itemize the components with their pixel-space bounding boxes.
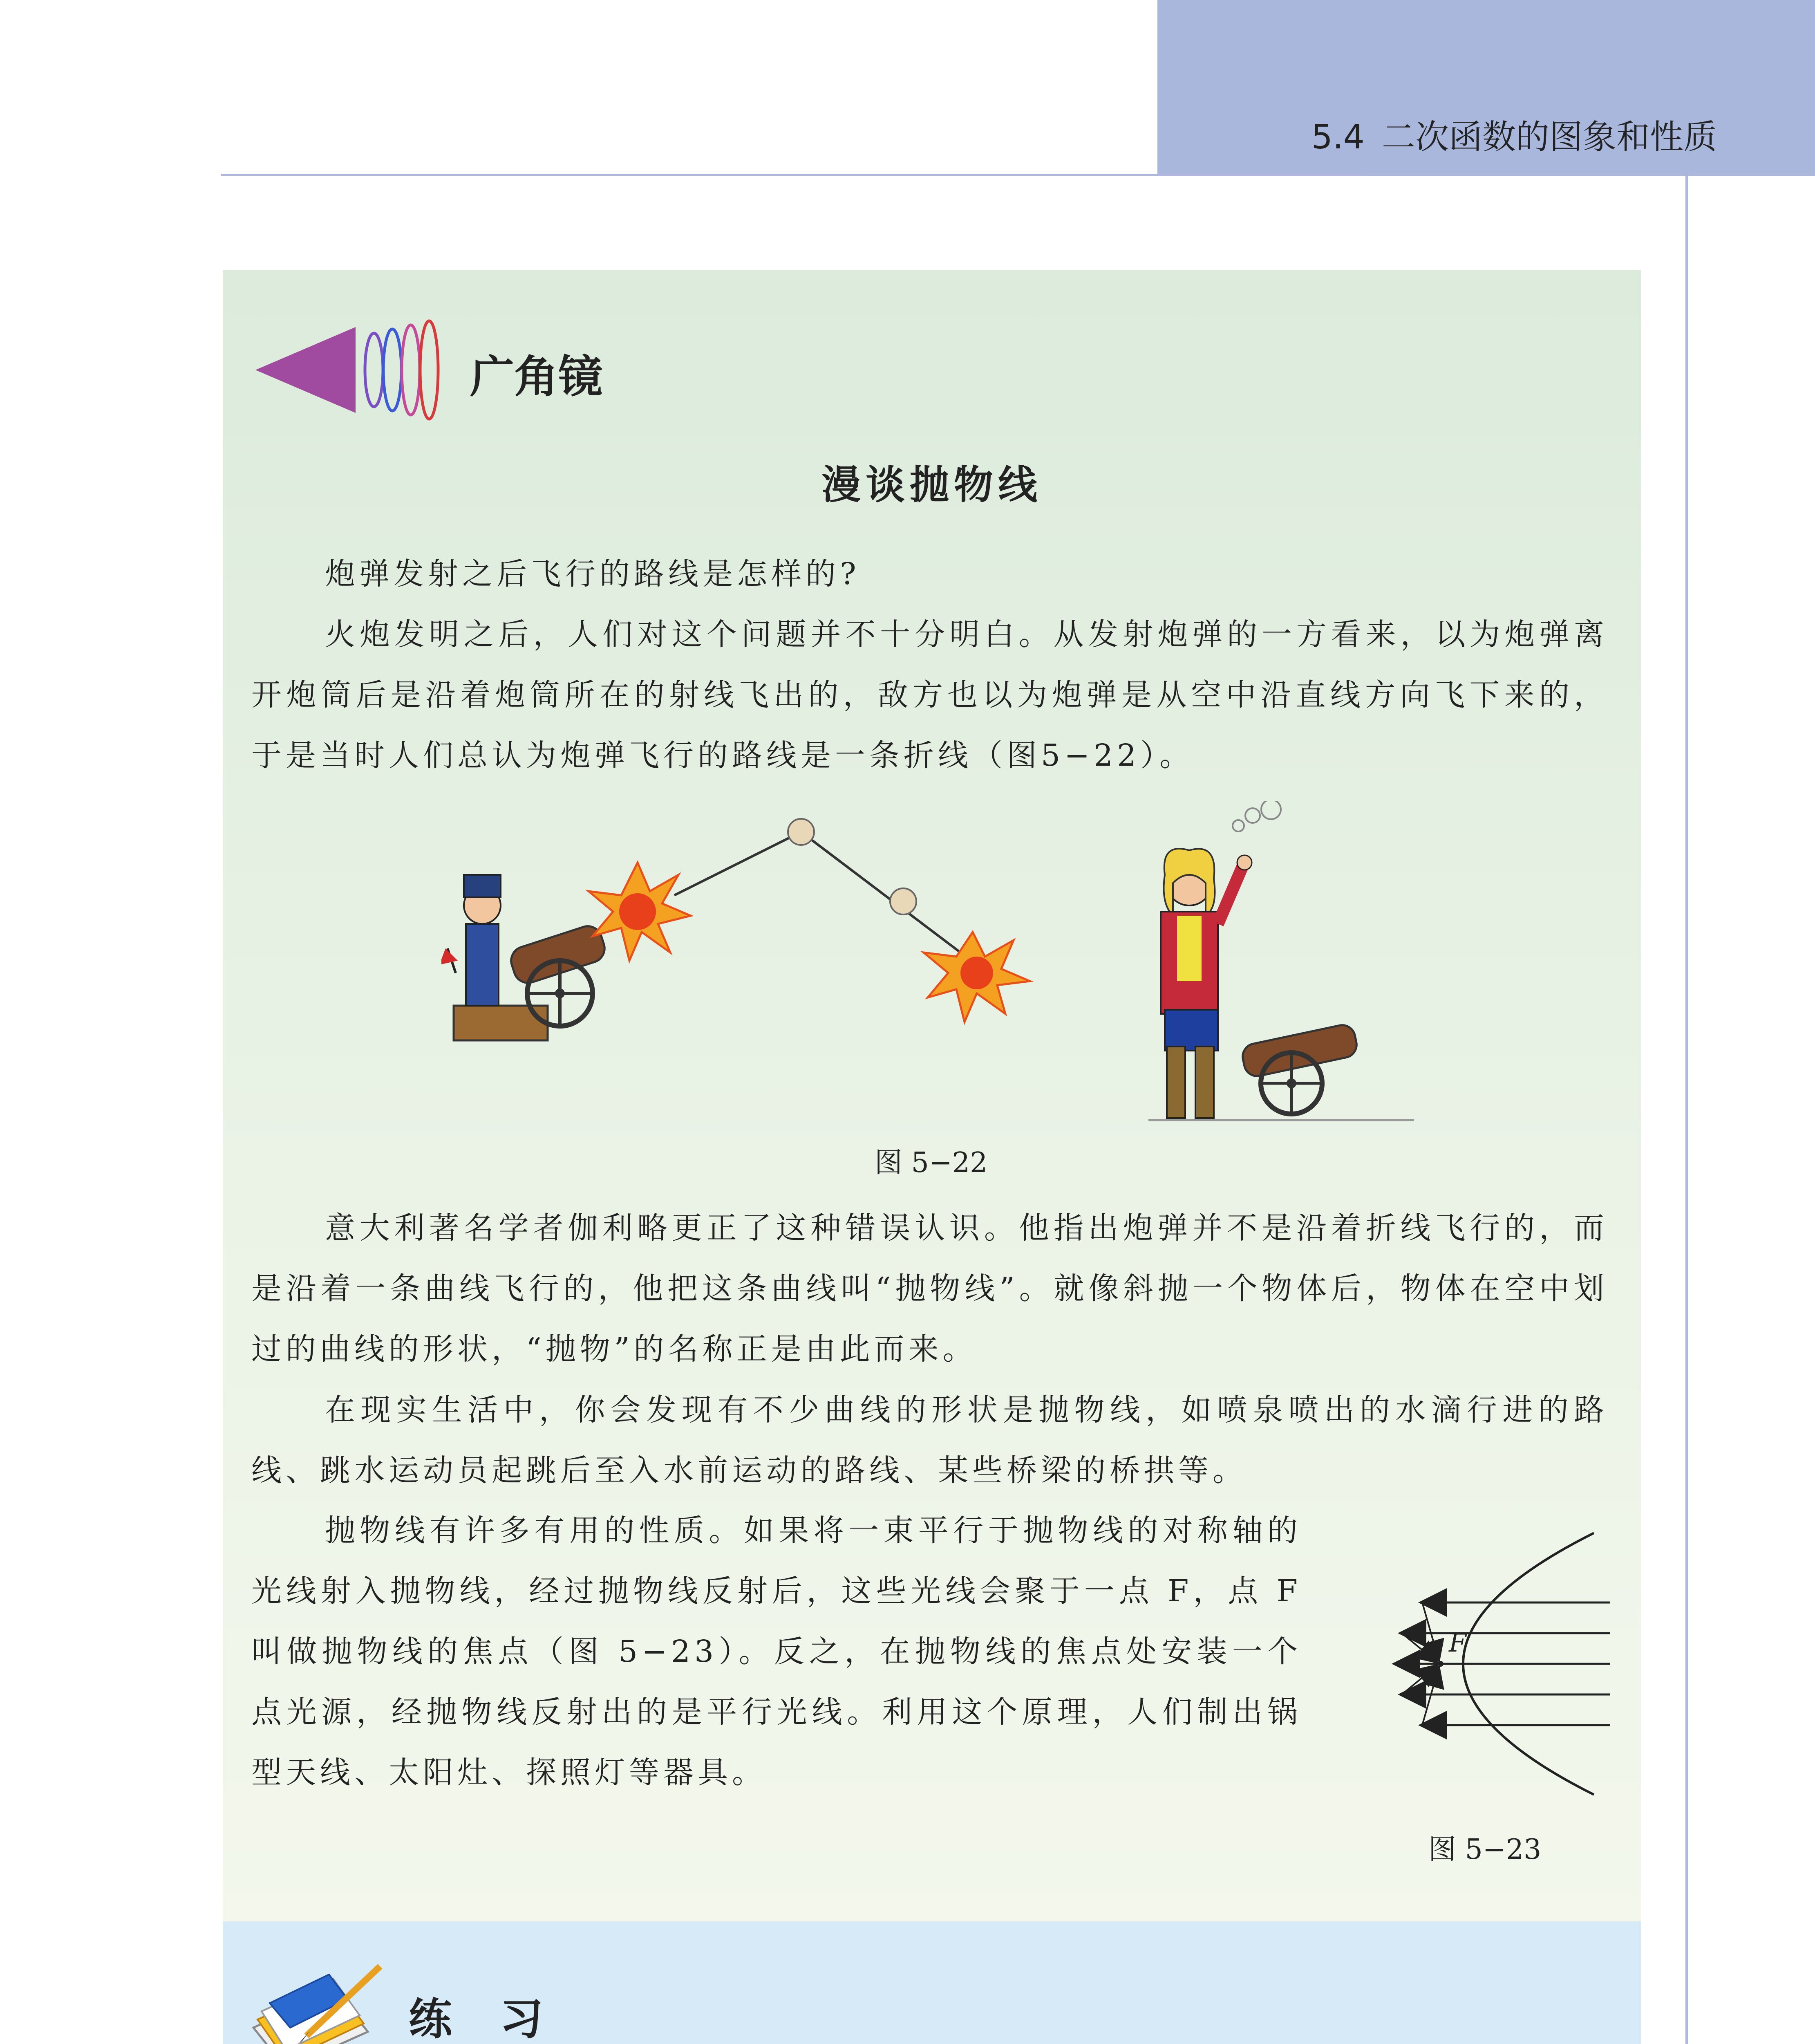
running-header: [1311, 110, 1717, 158]
paragraph-3: 意大利著名学者伽利略更正了这种错误认识。他指出炮弹并不是沿着折线飞行的，而是沿着一条曲线飞行的，他把这条曲线叫“抛物线”。就像斜抛一个物体后，物体在空中划过的曲线的形状，“抛物”的名称正是由此而来。: [251, 1210, 1608, 1367]
margin-rule: [1685, 176, 1688, 2044]
wide-angle-icon: [255, 319, 452, 421]
paragraph-4: 在现实生活中，你会发现有不少曲线的形状是抛物线，如喷泉喷出的水滴行进的路线、跳水运动员起跳后至入水前运动的路线、某些桥梁的桥拱等。: [251, 1392, 1608, 1488]
soldier-cannon-left: [441, 863, 691, 1040]
paragraph-5: 抛物线有许多有用的性质。如果将一束平行于抛物线的对称轴的光线射入抛物线，经过抛物线反射后，这些光线会聚于一点 F，点 F 叫做抛物线的焦点（图 5−23）。反之，在抛物线的焦点处安装一个点光源，经抛物线反射出的是平行光线。利用这个原理，人们制出锅型天线、太阳灶、探照灯等器具。: [251, 1513, 1302, 1790]
article-title: 漫谈抛物线: [821, 462, 1042, 508]
paragraph-2: 火炮发明之后，人们对这个问题并不十分明白。从发射炮弹的一方看来，以为炮弹离开炮筒后是沿着炮筒所在的射线飞出的，敌方也以为炮弹是从空中沿直线方向飞下来的，于是当时人们总认为炮弹飞行的路线是一条折线（图5−22）。: [251, 617, 1608, 773]
section-number: 5.4: [1311, 118, 1365, 157]
paragraph-1: 炮弹发射之后飞行的路线是怎样的?: [325, 556, 860, 592]
cannon-trajectory-illustration: [441, 801, 1422, 1128]
wide-angle-label: 广角镜: [470, 352, 603, 403]
notebook-pencil-icon: [245, 1950, 388, 2044]
figure-5-23-caption: 图 5−23: [1428, 1833, 1542, 1866]
section-title: 二次函数的图象和性质: [1381, 118, 1717, 157]
galileo-figure: [1148, 801, 1414, 1120]
parabola-focus-diagram: [1349, 1525, 1623, 1811]
focus-label: F: [1449, 1628, 1467, 1658]
header-rule: [221, 174, 1365, 176]
practice-label: 练 习: [409, 1994, 559, 2044]
figure-5-22-caption: 图 5−22: [875, 1147, 988, 1179]
